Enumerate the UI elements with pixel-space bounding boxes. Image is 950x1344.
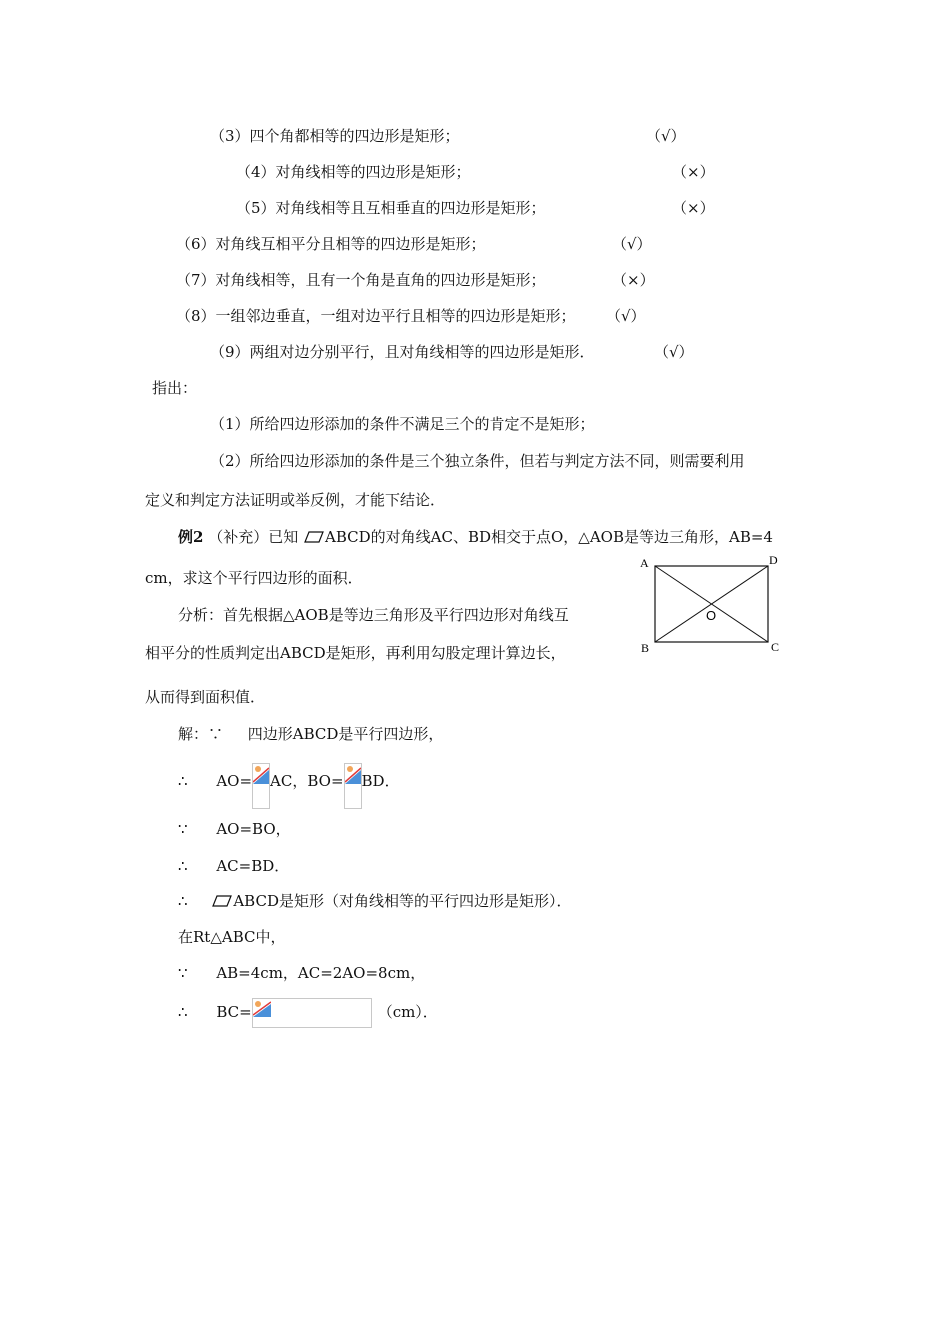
label-b: B (641, 641, 650, 655)
solution-step-4 (178, 856, 289, 876)
point-out-item-2-cont: 定义和判定方法证明或举反例，才能下结论． (145, 491, 446, 509)
judgment-8-text: （8）一组邻边垂直，一组对边平行且相等的四边形是矩形； (176, 307, 576, 325)
half-fraction-image (252, 763, 270, 809)
rectangle-diagram (632, 548, 792, 660)
solution-step-2-bd: BD． (361, 772, 400, 790)
judgment-6-mark: （√） (612, 235, 652, 253)
solution-step-5-text: ABCD是矩形（对角线相等的平行四边形是矩形）． (233, 892, 572, 910)
solution-step-3 (178, 819, 291, 839)
solution-step-1-text: 四边形ABCD是平行四边形， (247, 725, 444, 743)
sqrt-expression-image (252, 998, 372, 1028)
parallelogram-icon (212, 895, 232, 907)
therefore-symbol: ∴ (178, 1003, 188, 1021)
judgment-9-text: （9）两组对边分别平行，且对角线相等的四边形是矩形． (210, 343, 595, 361)
judgment-3-text: （3）四个角都相等的四边形是矩形； (210, 127, 460, 145)
point-out-item-1: （1）所给四边形添加的条件不满足三个的肯定不是矩形； (210, 415, 595, 433)
analysis-line-2: 相平分的性质判定出ABCD是矩形，再利用勾股定理计算边长， (145, 644, 566, 662)
solution-step-5 (178, 891, 571, 911)
therefore-symbol: ∴ (178, 892, 188, 910)
judgment-3-mark: （√） (646, 127, 686, 145)
solution-step-4-text: AC=BD． (216, 857, 290, 875)
parallelogram-icon (304, 531, 324, 543)
label-a: A (640, 556, 649, 570)
solution-step-2 (178, 771, 400, 809)
solution-step-6: 在Rt△ABC中， (178, 928, 286, 946)
judgment-8-mark: （√） (606, 307, 646, 325)
example-intro: （补充）已知 (208, 528, 299, 546)
label-d: D (769, 553, 778, 567)
label-o: O (706, 608, 717, 623)
solution-step-3-text: AO=BO， (216, 820, 291, 838)
judgment-5-mark: （×） (672, 199, 715, 217)
therefore-symbol: ∴ (178, 857, 188, 875)
therefore-symbol: ∴ (178, 772, 188, 790)
because-symbol: 解：∵ (178, 725, 224, 743)
judgment-7-mark: （×） (612, 271, 655, 289)
example-line-1 (178, 527, 773, 547)
solution-step-8-unit: （cm）． (377, 1003, 438, 1021)
analysis-line-3: 从而得到面积值． (145, 688, 266, 706)
point-out-heading: 指出： (152, 379, 198, 397)
solution-step-7 (178, 963, 425, 983)
judgment-4-mark: （×） (672, 163, 715, 181)
example-label: 例2 (178, 528, 204, 546)
solution-step-1 (178, 724, 443, 744)
judgment-5-text: （5）对角线相等且互相垂直的四边形是矩形； (236, 199, 546, 217)
judgment-7-text: （7）对角线相等，且有一个角是直角的四边形是矩形； (176, 271, 546, 289)
point-out-item-2: （2）所给四边形添加的条件是三个独立条件，但若与判定方法不同，则需要利用 (210, 452, 745, 470)
solution-step-7-text: AB=4cm，AC=2AO=8cm， (216, 964, 426, 982)
because-symbol: ∵ (178, 964, 188, 982)
solution-step-2-ao: AO= (216, 772, 253, 790)
example-statement: ABCD的对角线AC、BD相交于点O，△AOB是等边三角形，AB=4 (325, 528, 773, 546)
example-line-2: cm，求这个平行四边形的面积． (145, 569, 363, 587)
label-c: C (771, 640, 780, 654)
analysis-line-1: 分析：首先根据△AOB是等边三角形及平行四边形对角线互 (178, 606, 569, 624)
judgment-9-mark: （√） (654, 343, 694, 361)
because-symbol: ∵ (178, 820, 188, 838)
half-fraction-image (344, 763, 362, 809)
solution-step-8-bc: BC= (216, 1003, 252, 1021)
judgment-6-text: （6）对角线互相平分且相等的四边形是矩形； (176, 235, 486, 253)
judgment-4-text: （4）对角线相等的四边形是矩形； (236, 163, 471, 181)
solution-step-8 (178, 1002, 438, 1028)
solution-step-2-bo: AC，BO= (270, 772, 344, 790)
